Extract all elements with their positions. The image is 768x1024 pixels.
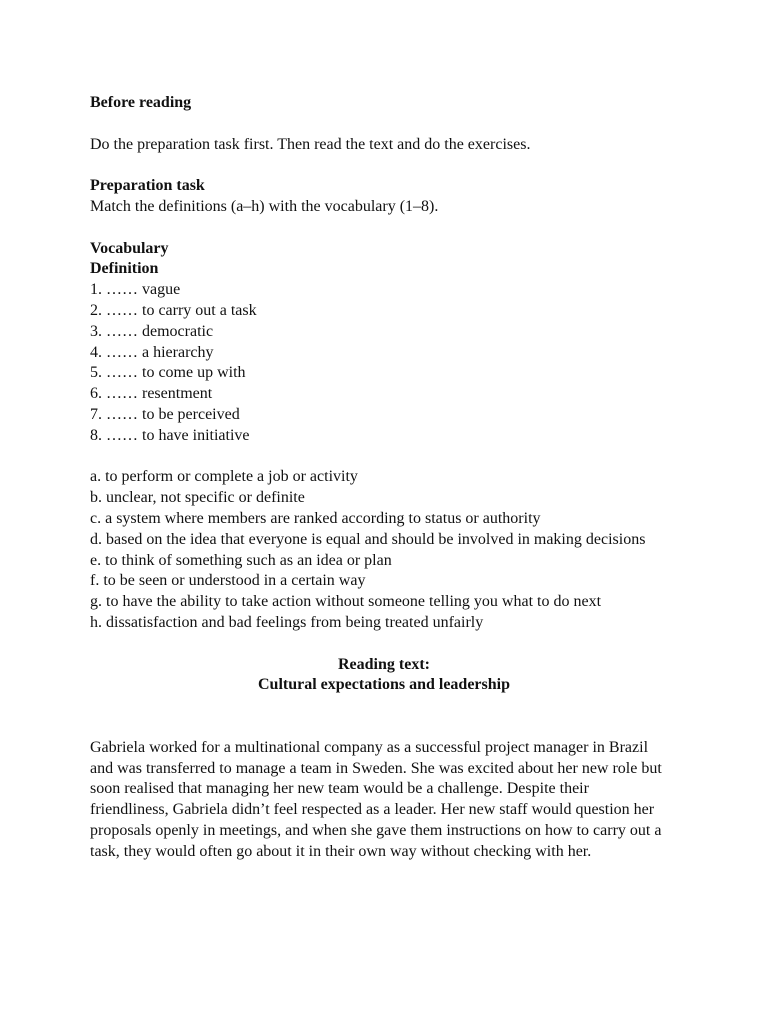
before-reading-instruction: Do the preparation task first. Then read the text and do the exercises.: [90, 135, 531, 153]
vocabulary-item: 2. …… to carry out a task: [90, 301, 257, 319]
reading-paragraph: Gabriela worked for a multinational company as a successful project manager in Brazil and was transferred to manage a team in Sweden. She was excited about her new role but soon realised that managing her new team would be a challenge. Despite their friendliness, Gabriela didn’t feel respected as a leader. Her new staff would question her proposals openly in meetings, and when she gave them instructions on how to carry out a task, they would often go about it in their own way without checking with her.: [90, 738, 662, 860]
preparation-instruction: Match the definitions (a–h) with the vocabulary (1–8).: [90, 197, 439, 215]
definition-item: d. based on the idea that everyone is equal and should be involved in making decisions: [90, 530, 646, 548]
definition-item: g. to have the ability to take action without someone telling you what to do next: [90, 593, 602, 611]
definition-item: e. to think of something such as an idea or plan: [90, 551, 392, 569]
definition-item: f. to be seen or understood in a certain way: [90, 572, 366, 590]
vocabulary-list: [90, 280, 680, 446]
vocabulary-item: 7. …… to be perceived: [90, 405, 240, 423]
definition-item: a. to perform or complete a job or activity: [90, 468, 358, 486]
vocabulary-item: 8. …… to have initiative: [90, 426, 250, 444]
before-reading-heading: Before reading: [90, 94, 192, 111]
document-page: [90, 93, 680, 862]
definition-subheading: Definition: [90, 260, 159, 278]
definition-item: c. a system where members are ranked according to status or authority: [90, 509, 541, 527]
reading-text-title: Cultural expectations and leadership: [257, 676, 510, 694]
vocabulary-heading: Vocabulary: [90, 239, 169, 257]
reading-text-label: Reading text:: [338, 655, 430, 673]
definition-item: b. unclear, not specific or definite: [90, 489, 305, 507]
vocabulary-item: 4. …… a hierarchy: [90, 343, 214, 361]
definition-list: [90, 467, 650, 633]
vocabulary-item: 3. …… democratic: [90, 322, 214, 340]
vocabulary-item: 5. …… to come up with: [90, 364, 246, 382]
vocabulary-item: 6. …… resentment: [90, 385, 213, 403]
preparation-heading: Preparation task: [90, 177, 205, 195]
vocabulary-item: 1. …… vague: [90, 281, 181, 299]
definition-item: h. dissatisfaction and bad feelings from being treated unfairly: [90, 613, 484, 631]
